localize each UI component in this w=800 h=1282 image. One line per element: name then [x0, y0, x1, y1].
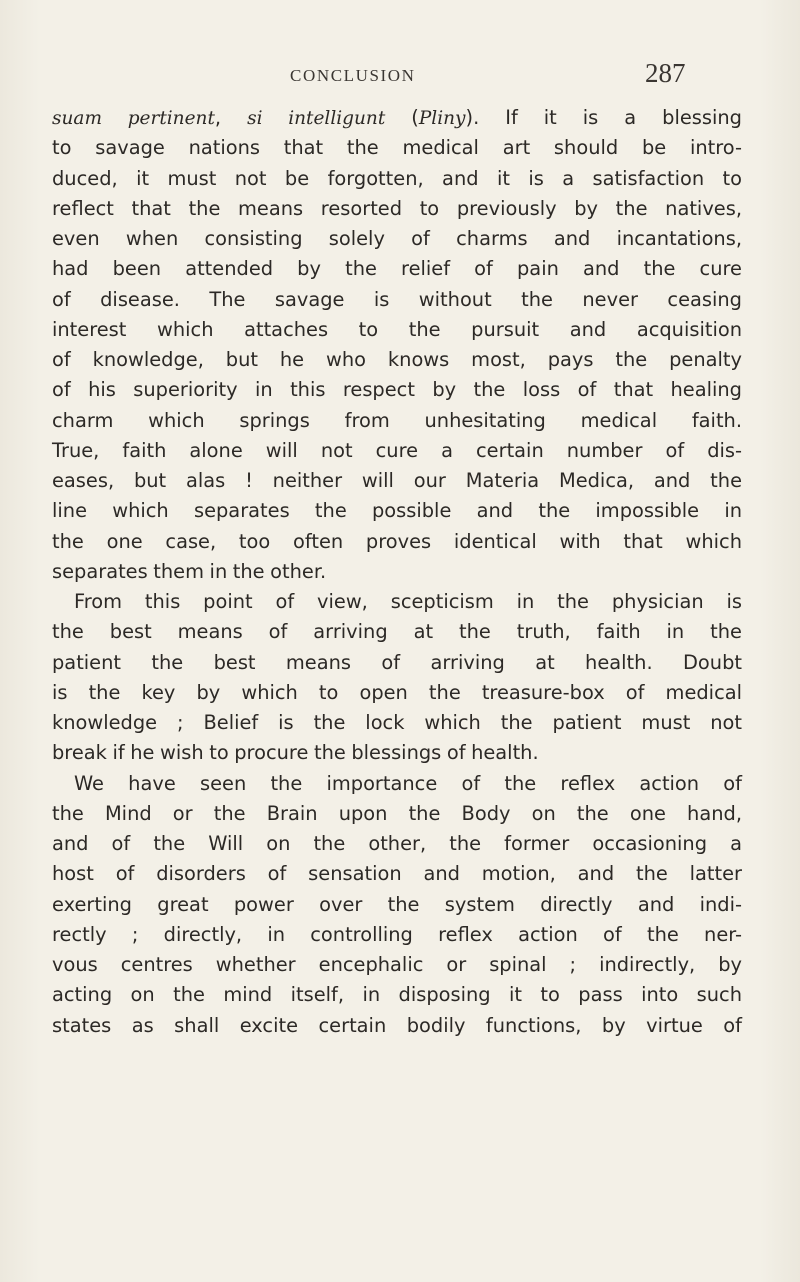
line-remainder: ). If it is a blessing: [465, 106, 742, 129]
latin-phrase-2: si intelligunt: [247, 108, 386, 129]
text-line: separates them in the other.: [52, 559, 327, 583]
text-line: even when consisting solely of charms and incantations,: [52, 227, 742, 250]
text-line: From this point of view, scepticism in the physician is: [74, 590, 742, 613]
text-line: states as shall excite certain bodily functions, by virtue of: [52, 1013, 742, 1037]
text-line: True, faith alone will not cure a certain number of dis-: [52, 438, 742, 462]
text-line: vous centres whether encephalic or spinal ; indirectly, by: [52, 953, 742, 976]
text-line: interest which attaches to the pursuit and acquisition: [52, 317, 742, 341]
text-line: patient the best means of arriving at health. Doubt: [52, 650, 742, 674]
text-line: host of disorders of sensation and motion, and the latter: [52, 862, 742, 886]
citation-author: Pliny: [418, 108, 466, 129]
text-line: acting on the mind itself, in disposing it to pass into such: [52, 983, 742, 1007]
text-line: exerting great power over the system directly and indi-: [52, 892, 742, 916]
text-line: break if he wish to procure the blessings of health.: [52, 741, 539, 765]
separator: ,: [214, 106, 248, 129]
text-line: knowledge ; Belief is the lock which the patient must not: [52, 711, 742, 734]
text-line: eases, but alas ! neither will our Materia Medica, and the: [52, 469, 742, 492]
text-line: of disease. The savage is without the never ceasing: [52, 287, 742, 311]
text-line: rectly ; directly, in controlling reflex action of the ner-: [52, 922, 742, 946]
text-line: We have seen the importance of the reflex action of: [74, 771, 742, 795]
text-line: the Mind or the Brain upon the Body on the one hand,: [52, 801, 742, 825]
latin-phrase-1: suam pertinent: [52, 108, 215, 129]
text-line: had been attended by the relief of pain and the cure: [52, 257, 742, 281]
text-line: and of the Will on the other, the former occasioning a: [52, 832, 742, 855]
text-line: of his superiority in this respect by the loss of that healing: [52, 378, 742, 402]
body-text: [52, 103, 742, 1041]
text-line: to savage nations that the medical art should be intro-: [52, 136, 742, 160]
running-title: CONCLUSION: [290, 66, 416, 85]
text-line: duced, it must not be forgotten, and it is a satisfaction to: [52, 166, 742, 190]
running-head: [0, 58, 800, 98]
text-line: reflect that the means resorted to previously by the natives,: [52, 196, 742, 220]
text-line: of knowledge, but he who knows most, pays the penalty: [52, 348, 742, 371]
text-line: the best means of arriving at the truth, faith in the: [52, 620, 742, 644]
paren-open: (: [385, 106, 419, 129]
text-line: is the key by which to open the treasure-box of medical: [52, 680, 742, 704]
text-line-1: [52, 103, 742, 133]
text-line: charm which springs from unhesitating medical faith.: [52, 408, 742, 432]
page-number: 287: [645, 58, 686, 88]
text-line: the one case, too often proves identical with that which: [52, 529, 742, 553]
text-line: line which separates the possible and the impossible in: [52, 499, 742, 523]
